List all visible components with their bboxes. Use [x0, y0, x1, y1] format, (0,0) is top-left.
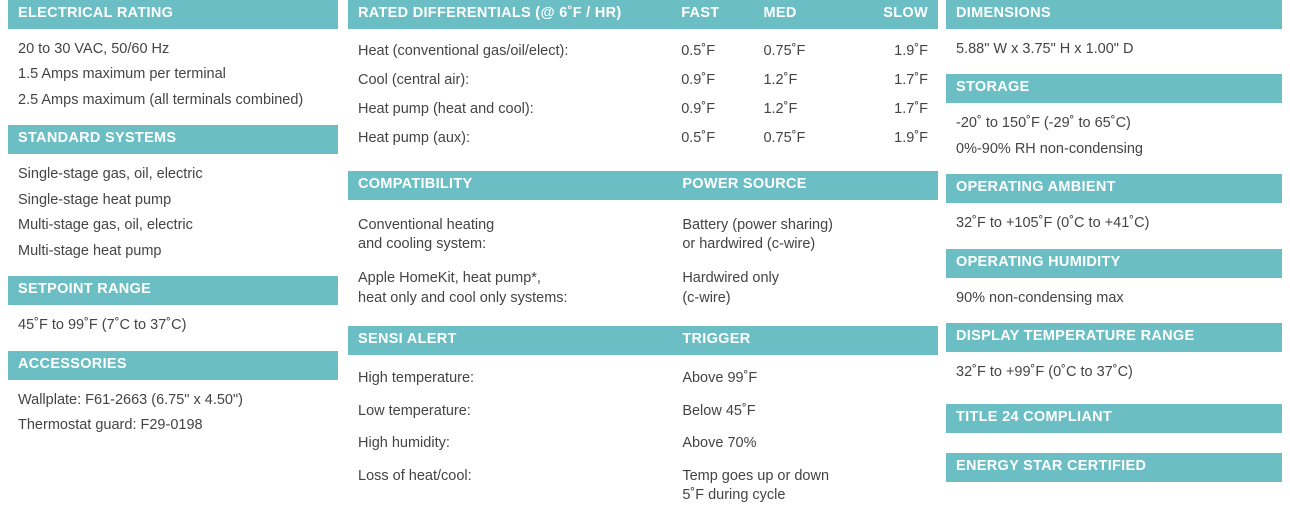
section-header-dimensions — [946, 0, 1282, 29]
electrical-rating-body — [8, 29, 338, 118]
list-item: Multi-stage heat pump — [18, 242, 162, 259]
cell-fast: 0.9˚F — [681, 100, 716, 117]
power-source-line2: or hardwired (c-wire) — [682, 236, 816, 253]
electrical-rating-title: ELECTRICAL RATING — [18, 5, 174, 21]
table-row — [358, 269, 928, 308]
power-source-line2: (c-wire) — [682, 289, 731, 306]
trigger-title: TRIGGER — [682, 331, 751, 348]
accessories-title: ACCESSORIES — [18, 355, 127, 372]
trigger-value: Above 70% — [682, 435, 757, 452]
sensi-alert-title: SENSI ALERT — [358, 331, 457, 348]
alert-label: Loss of heat/cool: — [358, 467, 472, 484]
section-header-standard-systems — [8, 125, 338, 154]
compatibility-system — [358, 216, 682, 255]
cell-med: 0.75˚F — [763, 42, 806, 59]
display-temperature-range-title: DISPLAY TEMPERATURE RANGE — [956, 328, 1195, 345]
section-header-storage — [946, 74, 1282, 103]
spacer — [946, 66, 1282, 74]
compatibility-system — [358, 269, 682, 308]
cell-slow: 1.9˚F — [894, 129, 928, 146]
table-row — [358, 461, 928, 513]
cell-med: 1.2˚F — [763, 100, 798, 117]
list-item: 32˚F to +99˚F (0˚C to 37˚C) — [956, 364, 1133, 381]
trigger-line2: 5˚F during cycle — [682, 487, 786, 504]
spacer — [358, 208, 928, 216]
section-header-setpoint-range — [8, 276, 338, 305]
column-header-fast: FAST — [681, 5, 720, 21]
middle-column — [348, 0, 938, 517]
table-row — [358, 396, 928, 429]
table-row — [358, 216, 928, 255]
table-row — [358, 37, 928, 66]
list-item: Single-stage heat pump — [18, 191, 172, 208]
list-item: -20˚ to 150˚F (-29˚ to 65˚C) — [956, 115, 1131, 132]
operating-humidity-body — [946, 278, 1282, 316]
rated-differentials-body — [348, 29, 938, 157]
section-header-display-temperature-range — [946, 323, 1282, 352]
cell-slow: 1.7˚F — [894, 71, 928, 88]
power-source-title: POWER SOURCE — [682, 175, 807, 192]
right-column — [946, 0, 1282, 482]
list-item: 20 to 30 VAC, 50/60 Hz — [18, 40, 170, 57]
compatibility-system-line2: heat only and cool only systems: — [358, 289, 568, 306]
list-item: 2.5 Amps maximum (all terminals combined) — [18, 91, 304, 108]
row-label: Heat pump (heat and cool): — [358, 100, 534, 117]
list-item: 32˚F to +105˚F (0˚C to +41˚C) — [956, 215, 1150, 232]
operating-ambient-body — [946, 203, 1282, 241]
section-header-title-24-compliant — [946, 404, 1282, 433]
setpoint-range-title: SETPOINT RANGE — [18, 281, 152, 298]
table-row — [358, 124, 928, 153]
dimensions-title: DIMENSIONS — [956, 5, 1051, 21]
column-header-med: MED — [763, 5, 797, 21]
standard-systems-body — [8, 154, 338, 268]
section-header-electrical-rating — [8, 0, 338, 29]
rated-differentials-title: RATED DIFFERENTIALS (@ 6˚F / HR) — [358, 5, 622, 21]
spacer — [946, 241, 1282, 249]
cell-med: 1.2˚F — [763, 71, 798, 88]
trigger-line1: Temp goes up or down — [682, 467, 830, 484]
spacer — [348, 157, 938, 171]
section-header-accessories — [8, 351, 338, 380]
setpoint-range-body — [8, 305, 338, 343]
cell-slow: 1.9˚F — [894, 42, 928, 59]
section-header-operating-ambient — [946, 174, 1282, 203]
list-item: Thermostat guard: F29-0198 — [18, 417, 203, 434]
table-row — [358, 428, 928, 461]
list-item: Wallplate: F61-2663 (6.75" x 4.50") — [18, 391, 243, 408]
column-header-slow: SLOW — [883, 5, 928, 21]
spacer — [8, 343, 338, 351]
compatibility-system-line2: and cooling system: — [358, 236, 487, 253]
storage-title: STORAGE — [956, 79, 1030, 96]
section-header-rated-differentials — [348, 0, 938, 29]
section-header-compatibility — [348, 171, 938, 200]
compatibility-body — [348, 200, 938, 312]
title-24-compliant-title: TITLE 24 COMPLIANT — [956, 408, 1113, 425]
spacer — [946, 433, 1282, 453]
row-label: Cool (central air): — [358, 71, 470, 88]
alert-label: High temperature: — [358, 370, 475, 387]
cell-slow: 1.7˚F — [894, 100, 928, 117]
power-source-line1: Battery (power sharing) — [682, 216, 834, 233]
power-source-value — [682, 216, 928, 255]
table-row — [358, 66, 928, 95]
power-source-value — [682, 269, 928, 308]
section-header-energy-star-certified — [946, 453, 1282, 482]
row-label: Heat (conventional gas/oil/elect): — [358, 42, 569, 59]
table-row — [358, 95, 928, 124]
spacer — [8, 117, 338, 125]
trigger-value: Above 99˚F — [682, 370, 758, 387]
list-item: 90% non-condensing max — [956, 289, 1124, 306]
spacer — [946, 166, 1282, 174]
cell-fast: 0.9˚F — [681, 71, 716, 88]
operating-humidity-title: OPERATING HUMIDITY — [956, 253, 1121, 270]
spacer — [946, 390, 1282, 404]
sensi-alert-body — [348, 355, 938, 517]
list-item: Single-stage gas, oil, electric — [18, 166, 203, 183]
compatibility-system-line1: Apple HomeKit, heat pump*, — [358, 270, 541, 286]
trigger-value: Below 45˚F — [682, 402, 756, 419]
left-column — [8, 0, 338, 443]
spacer — [358, 255, 928, 269]
cell-fast: 0.5˚F — [681, 129, 716, 146]
dimensions-body — [946, 29, 1282, 67]
spacer — [8, 268, 338, 276]
spacer — [348, 312, 938, 326]
table-row — [358, 363, 928, 396]
cell-med: 0.75˚F — [763, 129, 806, 146]
spacer — [946, 315, 1282, 323]
compatibility-system-line1: Conventional heating — [358, 216, 495, 233]
alert-label: Low temperature: — [358, 402, 471, 419]
list-item: 45˚F to 99˚F (7˚C to 37˚C) — [18, 317, 187, 334]
trigger-value — [682, 467, 928, 506]
power-source-line1: Hardwired only — [682, 270, 780, 286]
alert-label: High humidity: — [358, 435, 450, 452]
standard-systems-title: STANDARD SYSTEMS — [18, 130, 177, 147]
list-item: 5.88" W x 3.75" H x 1.00" D — [956, 40, 1134, 57]
list-item: 1.5 Amps maximum per terminal — [18, 66, 226, 83]
accessories-body — [8, 380, 338, 443]
row-label: Heat pump (aux): — [358, 129, 471, 146]
section-header-operating-humidity — [946, 249, 1282, 278]
cell-fast: 0.5˚F — [681, 42, 716, 59]
list-item: Multi-stage gas, oil, electric — [18, 217, 193, 234]
energy-star-certified-title: ENERGY STAR CERTIFIED — [956, 457, 1147, 474]
operating-ambient-title: OPERATING AMBIENT — [956, 179, 1116, 196]
display-temperature-range-body — [946, 352, 1282, 390]
compatibility-title: COMPATIBILITY — [358, 175, 473, 192]
storage-body — [946, 103, 1282, 166]
section-header-sensi-alert — [348, 326, 938, 355]
list-item: 0%-90% RH non-condensing — [956, 140, 1143, 157]
